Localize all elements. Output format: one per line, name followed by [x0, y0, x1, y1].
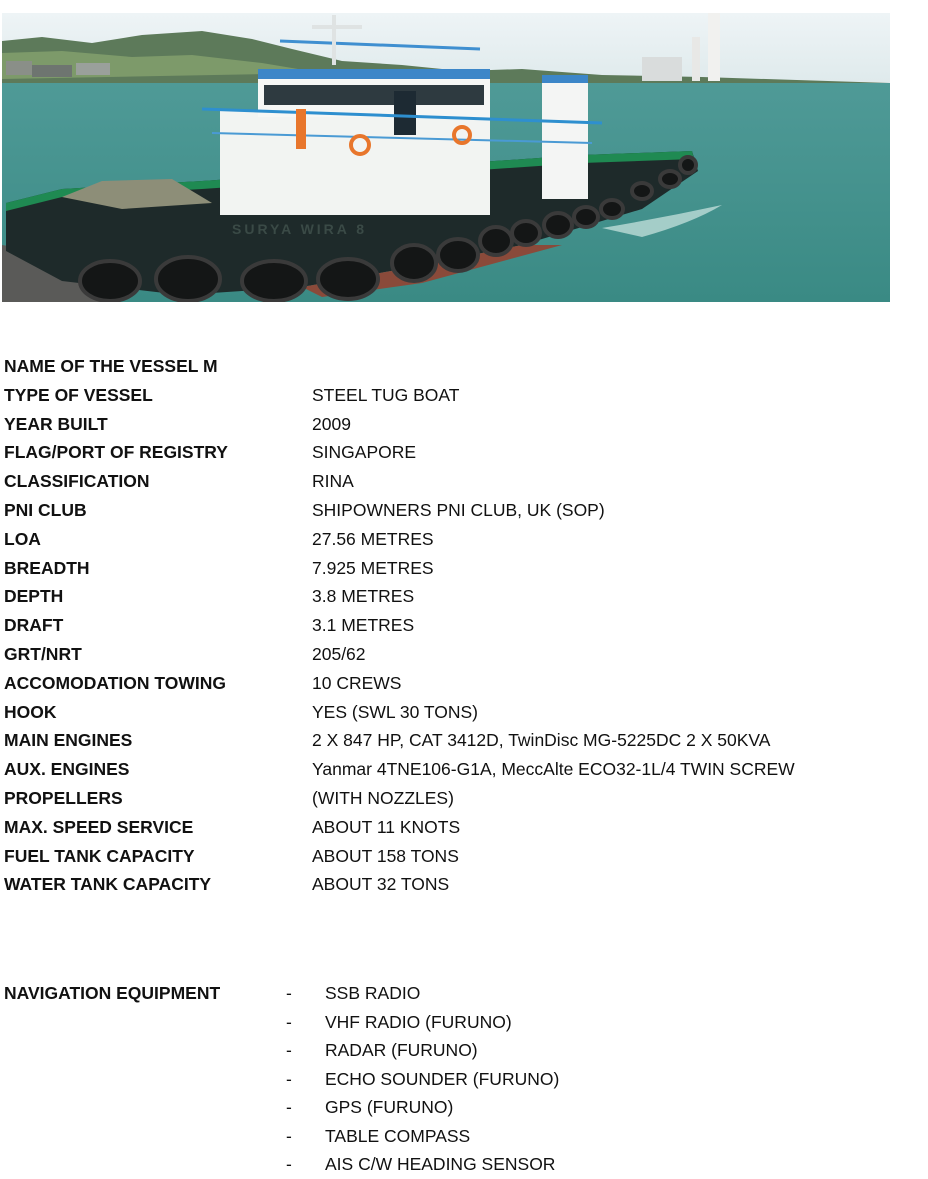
navigation-equipment-item: VHF RADIO (FURUNO) — [325, 1011, 512, 1032]
navigation-equipment-item: SSB RADIO — [325, 983, 421, 1003]
spec-label: TYPE OF VESSEL — [4, 384, 153, 405]
spec-row — [4, 842, 904, 871]
spec-value: RINA — [312, 471, 354, 492]
spec-row — [4, 467, 904, 496]
spec-value: 2009 — [312, 413, 351, 434]
spec-label: YEAR BUILT — [4, 413, 108, 434]
navigation-equipment-item: RADAR (FURUNO) — [325, 1040, 478, 1060]
bullet-dash: - — [286, 1125, 292, 1146]
spec-value: ABOUT 11 KNOTS — [312, 816, 461, 837]
spec-row — [4, 755, 904, 784]
spec-value: ABOUT 32 TONS — [312, 874, 450, 895]
vessel-specifications — [4, 352, 904, 899]
bullet-dash: - — [286, 1154, 292, 1174]
spec-label: DRAFT — [4, 615, 64, 636]
spec-label: LOA — [4, 528, 41, 549]
spec-row — [4, 496, 904, 525]
spec-row — [4, 640, 904, 669]
spec-row — [4, 726, 904, 755]
spec-label: PNI CLUB — [4, 499, 87, 520]
navigation-equipment-item: ECHO SOUNDER (FURUNO) — [325, 1068, 560, 1089]
spec-row — [4, 554, 904, 583]
spec-label: HOOK — [4, 701, 57, 722]
hull-lettering: SURYA WIRA 8 — [232, 221, 368, 237]
spec-value: STEEL TUG BOAT — [312, 384, 460, 405]
vessel-photo — [2, 13, 890, 302]
spec-value: 205/62 — [312, 643, 366, 664]
navigation-equipment-item: TABLE COMPASS — [325, 1125, 471, 1146]
spec-value: 3.1 METRES — [312, 615, 415, 636]
spec-value: SINGAPORE — [312, 442, 417, 463]
spec-row — [4, 870, 904, 899]
spec-label: MAIN ENGINES — [4, 730, 133, 751]
spec-label: MAX. SPEED SERVICE — [4, 816, 194, 837]
spec-row — [4, 698, 904, 727]
spec-value: 10 CREWS — [312, 672, 402, 693]
spec-value: 27.56 METRES — [312, 528, 434, 549]
bullet-dash: - — [286, 1068, 292, 1089]
spec-label: CLASSIFICATION — [4, 471, 150, 492]
spec-row — [4, 381, 904, 410]
bullet-dash: - — [286, 1097, 292, 1117]
spec-label: GRT/NRT — [4, 643, 82, 664]
spec-label: FUEL TANK CAPACITY — [4, 845, 195, 866]
spec-value: Yanmar 4TNE106-G1A, MeccAlte ECO32-1L/4 TWIN SCREW — [312, 759, 795, 780]
bullet-dash: - — [286, 1040, 292, 1060]
spec-label: FLAG/PORT OF REGISTRY — [4, 442, 228, 463]
spec-row — [4, 611, 904, 640]
spec-value: (WITH NOZZLES) — [312, 787, 454, 808]
navigation-equipment-label: NAVIGATION EQUIPMENT — [4, 983, 221, 1003]
spec-label: AUX. ENGINES — [4, 759, 130, 780]
spec-row — [4, 784, 904, 813]
bullet-dash: - — [286, 1011, 292, 1032]
spec-row — [4, 438, 904, 467]
bullet-dash: - — [286, 983, 292, 1003]
spec-row — [4, 525, 904, 554]
spec-label: WATER TANK CAPACITY — [4, 874, 212, 895]
spec-row — [4, 352, 904, 381]
spec-label: BREADTH — [4, 557, 90, 578]
spec-value: 3.8 METRES — [312, 586, 415, 607]
spec-label: ACCOMODATION TOWING — [4, 672, 226, 693]
spec-row — [4, 582, 904, 611]
spec-value: ABOUT 158 TONS — [312, 845, 459, 866]
spec-row — [4, 410, 904, 439]
navigation-equipment-item: GPS (FURUNO) — [325, 1097, 454, 1117]
spec-value: 2 X 847 HP, CAT 3412D, TwinDisc MG-5225DC 2 X 50KVA — [312, 730, 771, 751]
spec-label: DEPTH — [4, 586, 64, 607]
navigation-equipment-item: AIS C/W HEADING SENSOR — [325, 1154, 556, 1174]
spec-value: YES (SWL 30 TONS) — [312, 701, 478, 722]
spec-value: SHIPOWNERS PNI CLUB, UK (SOP) — [312, 499, 605, 520]
spec-row — [4, 669, 904, 698]
spec-row — [4, 813, 904, 842]
spec-value: 7.925 METRES — [312, 557, 434, 578]
spec-label: NAME OF THE VESSEL M — [4, 356, 218, 376]
spec-label: PROPELLERS — [4, 787, 123, 808]
